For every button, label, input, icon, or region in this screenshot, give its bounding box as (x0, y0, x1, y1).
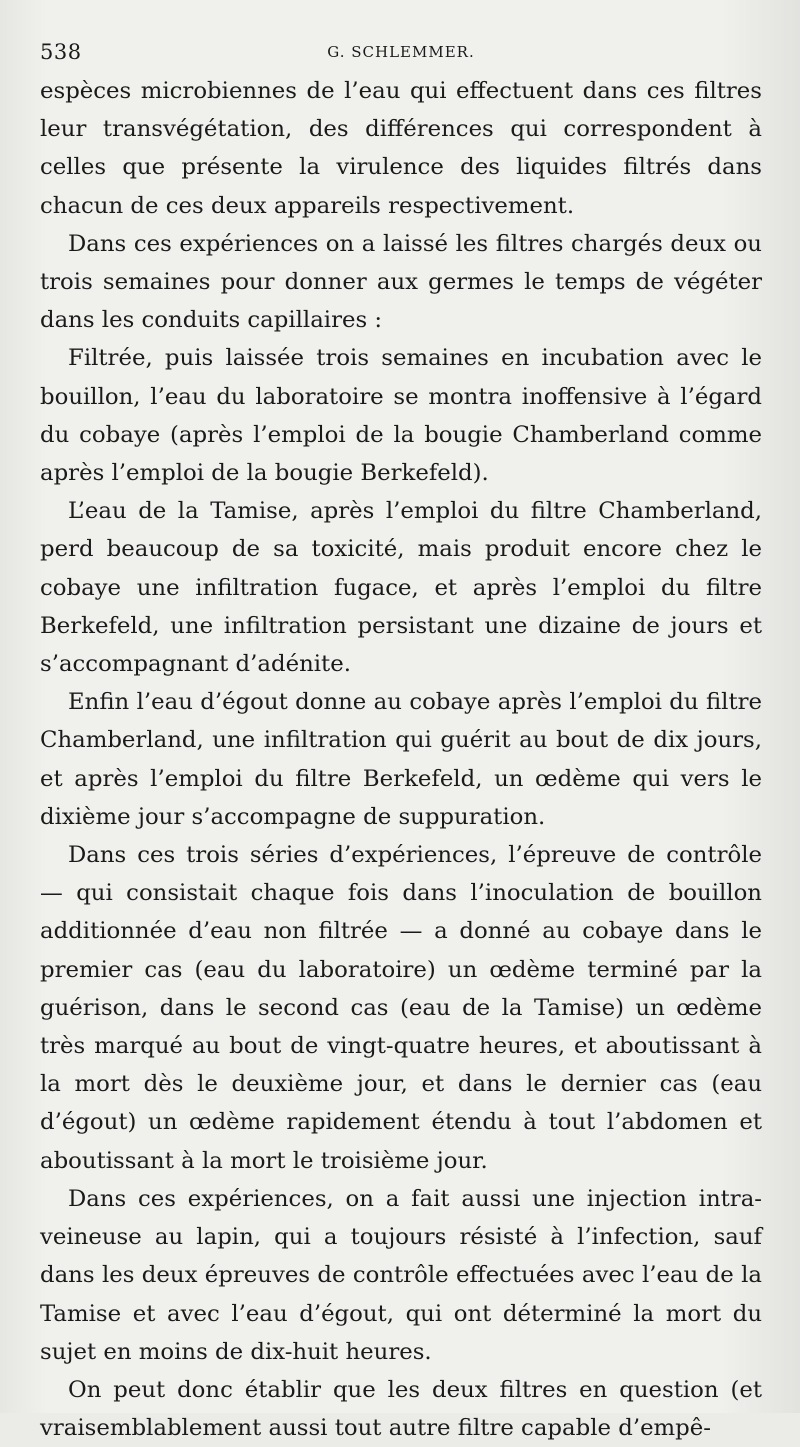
paragraph-continuation: espèces microbiennes de l’eau qui effectuent dans ces filtres leur transvégétation, des différences qui correspondent à celles que présente la virulence des liquides filtrés dans chacun de ces deux appareils respectivement. (40, 78, 762, 219)
body-text (40, 72, 762, 1447)
paragraph: L’eau de la Tamise, après l’emploi du filtre Chamberland, perd beaucoup de sa toxicité, mais produit encore chez le cobaye une infiltration fugace, et après l’emploi du filtre Berkefeld, une infiltration persistant une dizaine de jours et s’accompagnant d’adénite. (40, 498, 762, 678)
page-number: 538 (40, 40, 82, 64)
paragraph: Dans ces trois séries d’expériences, l’épreuve de contrôle — qui consistait chaque fois dans l’inoculation de bouillon additionnée d’eau non filtrée — a donné au cobaye dans le premier cas (eau du laboratoire) un œdème terminé par la guérison, dans le second cas (eau de la Tamise) un œdème très marqué au bout de vingt-quatre heures, et aboutissant à la mort dès le deuxième jour, et dans le dernier cas (eau d’égout) un œdème rapidement étendu à tout l’abdomen et aboutissant à la mort le troisième jour. (40, 842, 762, 1174)
running-head: G. SCHLEMMER. (327, 43, 475, 61)
page-header (40, 40, 762, 70)
paragraph: Enfin l’eau d’égout donne au cobaye après l’emploi du filtre Chamberland, une infiltration qui guérit au bout de dix jours, et après l’emploi du filtre Berkefeld, un œdème qui vers le dixième jour s’accompagne de suppuration. (40, 689, 762, 830)
paragraph: Filtrée, puis laissée trois semaines en incubation avec le bouillon, l’eau du laboratoire se montra inoffensive à l’égard du cobaye (après l’emploi de la bougie Chamberland comme après l’emploi de la bougie Berkefeld). (40, 345, 762, 487)
paragraph: Dans ces expériences on a laissé les filtres chargés deux ou trois semaines pour donner aux germes le temps de végéter dans les conduits capillaires : (40, 230, 762, 334)
paragraph: On peut donc établir que les deux filtres en question (et vraisemblablement aussi tout autre filtre capable d’empê- (40, 1376, 762, 1442)
paragraph: Dans ces expériences, on a fait aussi une injection intraveineuse au lapin, qui a toujours résisté à l’infection, sauf dans les deux épreuves de contrôle effectuées avec l’eau de la Tamise et avec l’eau d’égout, qui ont déterminé la mort du sujet en moins de dix-huit heures. (40, 1185, 762, 1365)
